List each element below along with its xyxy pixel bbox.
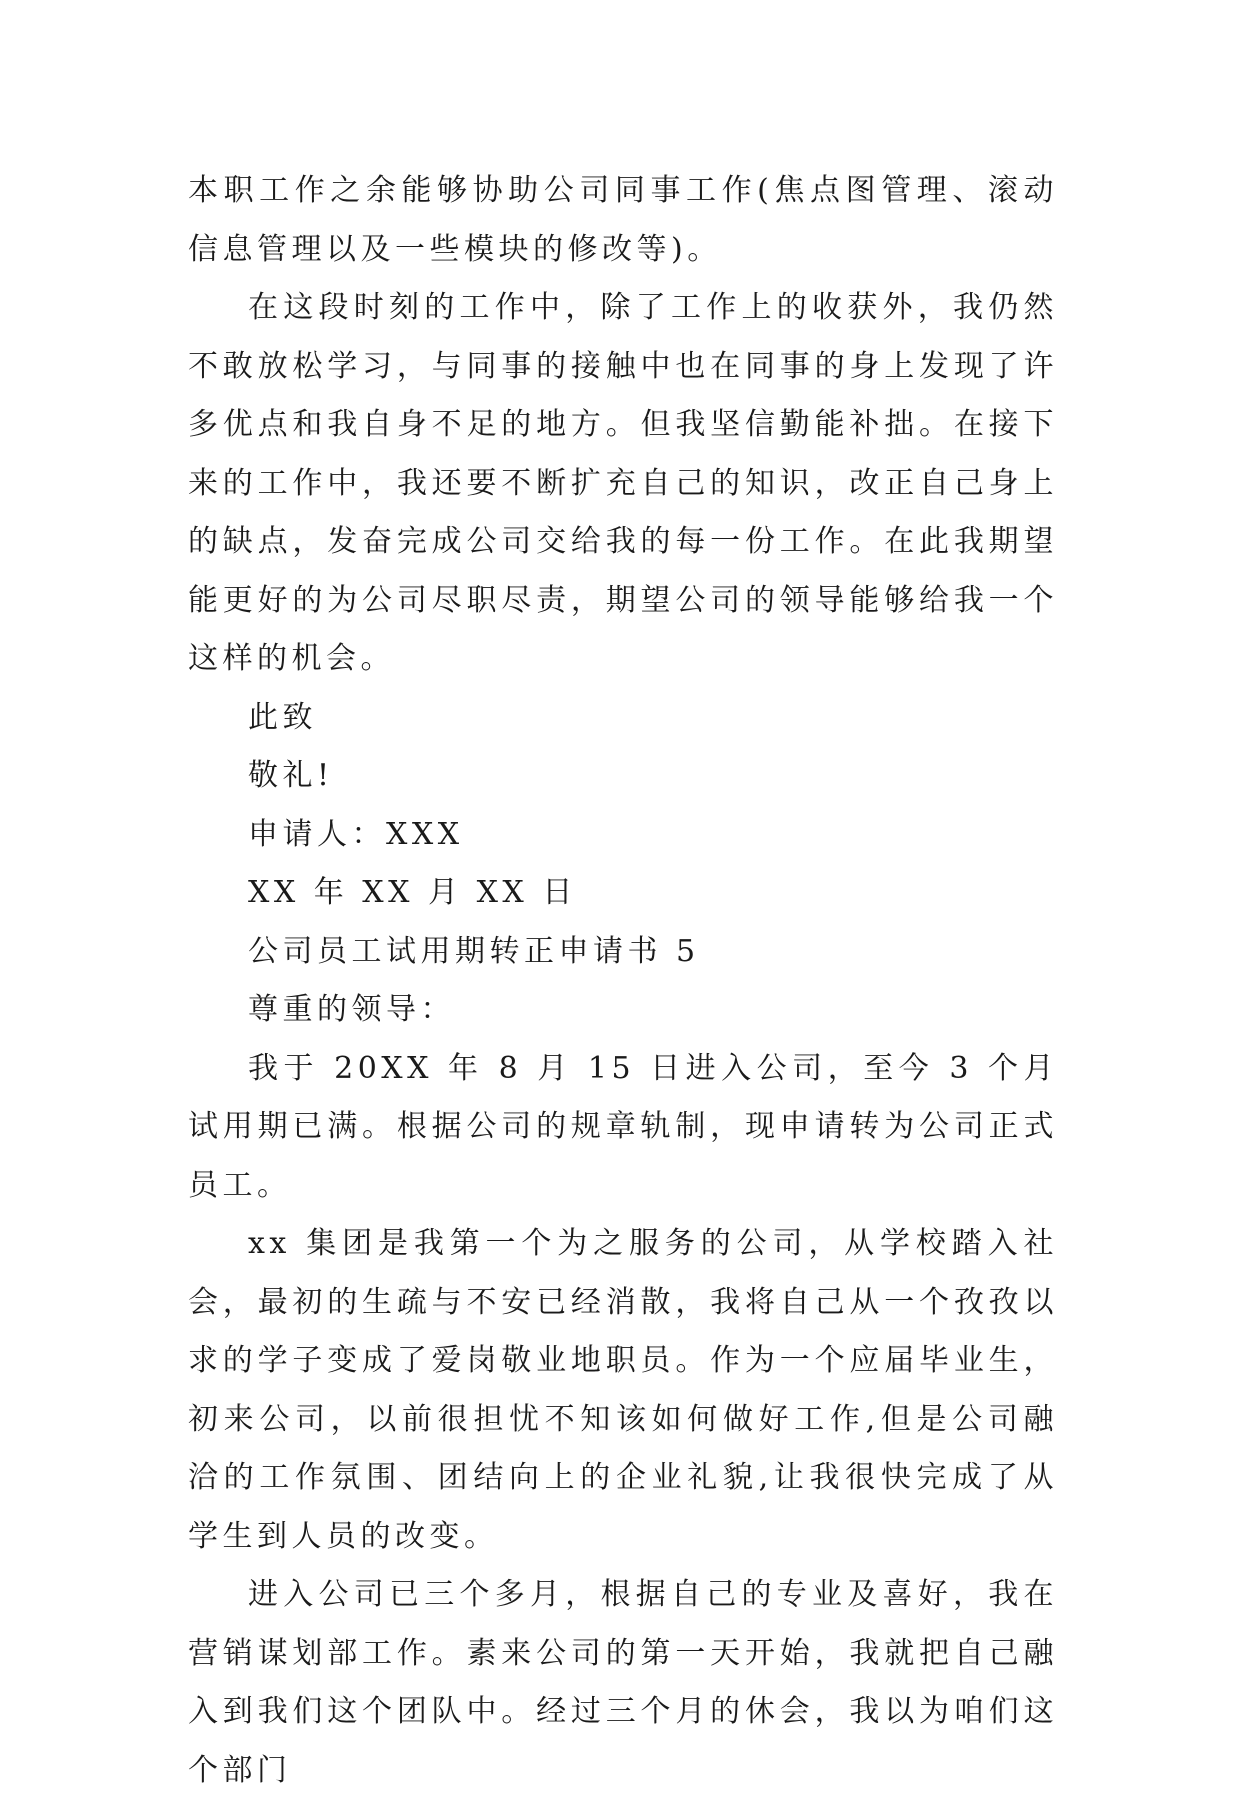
closing-salutation: 此致	[248, 699, 317, 735]
paragraph-1: 本职工作之余能够协助公司同事工作(焦点图管理、滚动信息管理以及一些模块的修改等)。	[188, 173, 1058, 267]
closing-regards: 敬礼!	[248, 758, 334, 793]
paragraph-2: 在这段时刻的工作中，除了工作上的收获外，我仍然不敢放松学习，与同事的接触中也在同事的身上发现了许多优点和我自身不足的地方。但我坚信勤能补拙。在接下来的工作中，我还要不断扩充自己的知识，改正自己身上的缺点，发奋完成公司交给我的每一份工作。在此我期望能更好的为公司尽职尽责，期望公司的领导能够给我一个这样的机会。	[188, 290, 1058, 676]
document-body	[188, 162, 1058, 1800]
section-title: 公司员工试用期转正申请书 5	[248, 933, 700, 969]
paragraph-5: 进入公司已三个多月，根据自己的专业及喜好，我在营销谋划部工作。素来公司的第一天开始，我就把自己融入到我们这个团队中。经过三个月的休会，我以为咱们这个部门	[188, 1577, 1058, 1788]
paragraph-3: 我于 20XX 年 8 月 15 日进入公司，至今 3 个月试用期已满。根据公司的规章轨制，现申请转为公司正式员工。	[188, 1050, 1058, 1203]
date-line: XX 年 XX 月 XX 日	[248, 875, 577, 910]
paragraph-4: xx 集团是我第一个为之服务的公司，从学校踏入社会，最初的生疏与不安已经消散，我将自己从一个孜孜以求的学子变成了爱岗敬业地职员。作为一个应届毕业生，初来公司，以前很担忧不知该如何做好工作,但是公司融洽的工作氛围、团结向上的企业礼貌,让我很快完成了从学生到人员的改变。	[188, 1226, 1058, 1554]
applicant-line: 申请人：XXX	[248, 816, 464, 852]
greeting-line: 尊重的领导：	[248, 992, 455, 1027]
